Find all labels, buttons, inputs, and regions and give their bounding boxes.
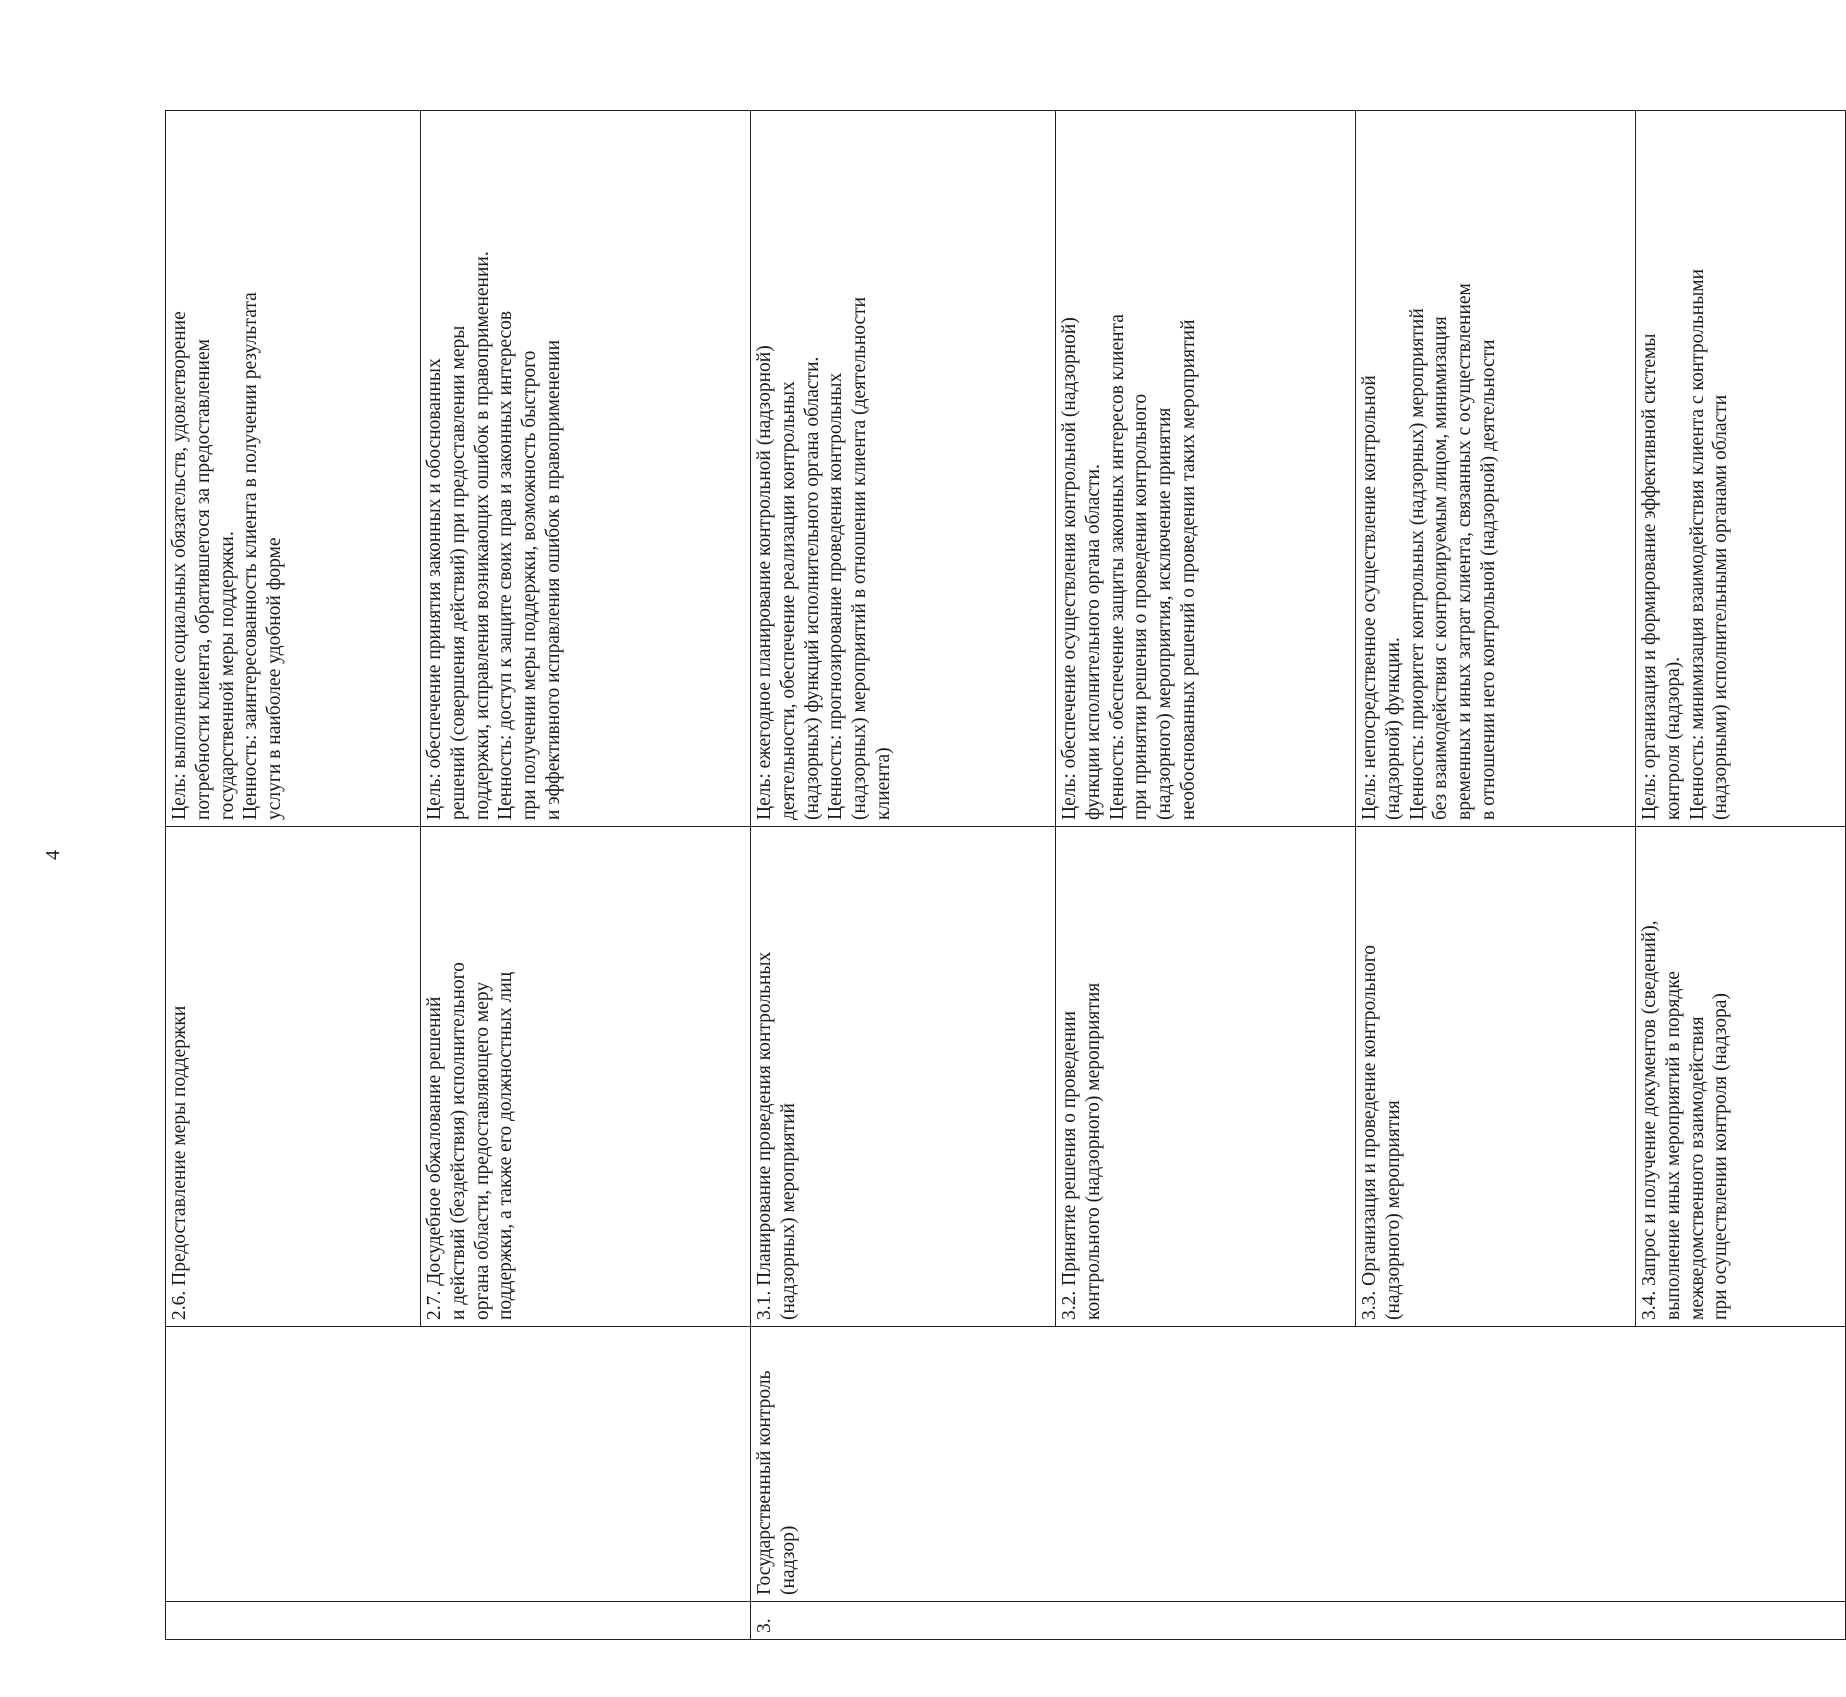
cell-goal-value [166, 111, 421, 827]
goal-line: при получении меры поддержки, возможность быстрого [519, 350, 541, 820]
goal-line: в отношении него контрольной (надзорной) деятельности [1477, 339, 1499, 820]
cell-goal-value [751, 111, 1056, 827]
process-line: и действий (бездействия) исполнительного [447, 962, 469, 1320]
goal-line: деятельности, обеспечение реализации контрольных [777, 381, 799, 820]
cell-direction [751, 1327, 1846, 1602]
cell-process [421, 827, 751, 1327]
process-line: межведомственного взаимодействия [1686, 1016, 1708, 1320]
cell-process [166, 827, 421, 1327]
goal-line: поддержки, исправления возникающих ошибок в правоприменении. [471, 251, 493, 820]
goal-line: (надзорными) исполнительными органами области [1710, 394, 1732, 820]
goal-line: решений (совершения действий) при предоставлении меры [447, 325, 469, 820]
cell-process [751, 827, 1056, 1327]
goal-line: Ценность: обеспечение защиты законных интересов клиента [1106, 314, 1128, 820]
cell-process [1056, 827, 1356, 1327]
goal-line: государственной меры поддержки. [216, 531, 238, 820]
goal-line: необоснованных решений о проведении таких мероприятий [1177, 319, 1199, 820]
table-row [751, 111, 1056, 1640]
goal-line: услуги в наиболее удобной форме [264, 537, 286, 820]
goal-line: Цель: ежегодное планирование контрольной (надзорной) [754, 345, 775, 820]
cell-goal-value [421, 111, 751, 827]
process-line: 3.1. Планирование проведения контрольных [754, 951, 775, 1320]
process-line: 2.7. Досудебное обжалование решений [424, 996, 445, 1320]
process-line: 2.6. Предоставление меры поддержки [169, 1005, 190, 1320]
goal-line: Ценность: приоритет контрольных (надзорных) мероприятий [1406, 308, 1428, 820]
goal-line: Ценность: минимизация взаимодействия клиента с контрольными [1686, 268, 1708, 820]
goal-line: контроля (надзора). [1662, 656, 1684, 820]
direction-line: (надзор) [777, 1525, 799, 1595]
cell-direction [166, 1327, 751, 1602]
process-line: 3.2. Принятие решения о проведении [1059, 1010, 1080, 1320]
goal-line: без взаимодействия с контролируемым лицом, минимизация [1430, 316, 1452, 820]
process-line: (надзорного) мероприятия [1382, 1100, 1404, 1320]
goal-line: временных и иных затрат клиента, связанных с осуществлением [1454, 283, 1476, 820]
goal-line: Ценность: прогнозирование проведения контрольных [825, 372, 847, 820]
process-line: контрольного (надзорного) мероприятия [1082, 982, 1104, 1320]
goal-line: Цель: обеспечение принятия законных и обоснованных [424, 358, 445, 820]
goal-line: (надзорных) мероприятий в отношении клиента (деятельности [849, 296, 871, 820]
cell-goal-value [1636, 111, 1846, 827]
process-line: органа области, предоставляющего меру [471, 981, 493, 1320]
direction-line: Государственный контроль [754, 1370, 775, 1595]
process-line: поддержки, а также его должностных лиц [495, 971, 517, 1320]
goal-line: Ценность: доступ к защите своих прав и законных интересов [495, 310, 517, 820]
goal-line: функции исполнительного органа области. [1082, 464, 1104, 820]
goal-line: Цель: организация и формирование эффективной системы [1639, 333, 1660, 820]
goal-line: и эффективного исправления ошибок в правоприменении [542, 339, 564, 820]
cell-process [1636, 827, 1846, 1327]
process-line: 3.3. Организация и проведение контрольного [1359, 944, 1380, 1320]
cell-goal-value [1056, 111, 1356, 827]
goal-line: (надзорной) функции. [1382, 637, 1404, 820]
goal-line: Цель: непосредственное осуществление контрольной [1359, 375, 1380, 820]
goal-line: (надзорного) мероприятия, исключение принятия [1154, 407, 1176, 820]
goal-line: (надзорных) функций исполнительного органа области. [801, 356, 823, 820]
goal-line: Цель: выполнение социальных обязательств, удовлетворение [169, 311, 190, 820]
goal-line: Ценность: заинтересованность клиента в получении результата [240, 292, 262, 820]
rotated-table-page [165, 110, 1732, 1640]
cell-goal-value [1356, 111, 1636, 827]
table-row [166, 111, 421, 1640]
goal-line: при принятии решения о проведении контрольного [1130, 393, 1152, 820]
process-line: 3.4. Запрос и получение документов (сведений), [1639, 920, 1660, 1320]
cell-number: 3. [751, 1602, 1846, 1640]
table-body [166, 111, 1846, 1640]
page-number: 4 [42, 850, 64, 860]
process-line: при осуществлении контроля (надзора) [1710, 993, 1732, 1320]
cell-number [166, 1602, 751, 1640]
goal-line: клиента) [872, 747, 894, 820]
goal-line: потребности клиента, обратившегося за предоставлением [192, 339, 214, 820]
goal-line: Цель: обеспечение осуществления контрольной (надзорной) [1059, 317, 1080, 820]
process-table [165, 110, 1846, 1640]
process-line: выполнение иных мероприятий в порядке [1662, 971, 1684, 1320]
cell-process [1356, 827, 1636, 1327]
process-line: (надзорных) мероприятий [777, 1103, 799, 1320]
